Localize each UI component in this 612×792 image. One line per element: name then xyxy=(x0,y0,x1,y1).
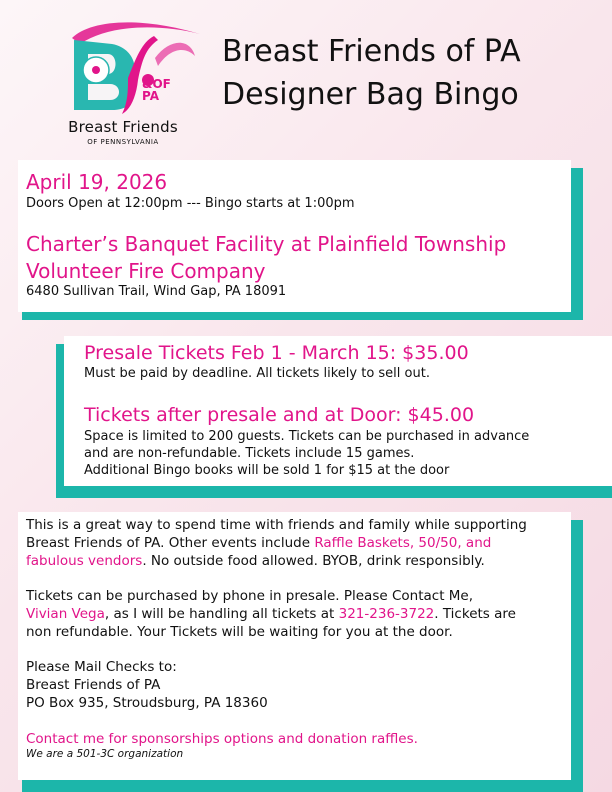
logo-tag: &OF PA xyxy=(142,77,171,103)
presale-note: Must be paid by deadline. All tickets likely to sell out. xyxy=(84,366,430,381)
event-date: April 19, 2026 xyxy=(26,170,168,194)
title-line-1: Breast Friends of PA xyxy=(222,34,521,69)
info-paragraph-2-line-3: non refundable. Your Tickets will be waiting for you at the door. xyxy=(26,624,453,640)
info-paragraph-2-line-1: Tickets can be purchased by phone in presale. Please Contact Me, xyxy=(26,588,474,604)
page-title xyxy=(222,30,521,116)
logo-brand-subtitle: OF PENNSYLVANIA xyxy=(87,138,159,146)
event-times: Doors Open at 12:00pm --- Bingo starts at 1:00pm xyxy=(26,196,355,211)
mail-line-1: Please Mail Checks to: xyxy=(26,659,177,675)
info-paragraph-1-line-1: This is a great way to spend time with friends and family while supporting xyxy=(26,517,527,533)
info-paragraph-1-line-3: fabulous vendors. No outside food allowed. BYOB, drink responsibly. xyxy=(26,553,485,569)
tickets-panel xyxy=(64,336,612,486)
logo-brand-name: Breast Friends xyxy=(68,118,178,136)
info-paragraph-1-line-2: Breast Friends of PA. Other events include Raffle Baskets, 50/50, and xyxy=(26,535,492,551)
logo-mark-icon xyxy=(50,18,200,118)
logo xyxy=(50,18,190,148)
info-paragraph-2-line-2: Vivian Vega, as I will be handling all tickets at 321-236-3722. Tickets are xyxy=(26,606,516,622)
vendors-highlight: fabulous vendors xyxy=(26,553,143,569)
mail-line-3: PO Box 935, Stroudsburg, PA 18360 xyxy=(26,695,268,711)
door-line-3: Additional Bingo books will be sold 1 for $15 at the door xyxy=(84,463,450,478)
venue-address: 6480 Sullivan Trail, Wind Gap, PA 18091 xyxy=(26,284,287,299)
info-panel xyxy=(18,512,571,780)
presale-heading: Presale Tickets Feb 1 - March 15: $35.00 xyxy=(84,342,469,364)
venue-line-1: Charter’s Banquet Facility at Plainfield Township xyxy=(26,232,507,256)
event-panel xyxy=(18,160,571,312)
door-heading: Tickets after presale and at Door: $45.00 xyxy=(84,404,475,426)
contact-phone: 321-236-3722 xyxy=(338,606,435,622)
raffle-highlight: Raffle Baskets, 50/50, and xyxy=(314,535,492,551)
mail-line-2: Breast Friends of PA xyxy=(26,677,161,693)
sponsorship-contact: Contact me for sponsorships options and donation raffles. xyxy=(26,731,418,747)
title-line-2: Designer Bag Bingo xyxy=(222,77,519,112)
org-status: We are a 501-3C organization xyxy=(26,748,184,760)
contact-name: Vivian Vega xyxy=(26,606,105,622)
door-line-1: Space is limited to 200 guests. Tickets can be purchased in advance xyxy=(84,429,530,444)
venue-line-2: Volunteer Fire Company xyxy=(26,259,266,283)
door-line-2: and are non-refundable. Tickets include 15 games. xyxy=(84,446,415,461)
